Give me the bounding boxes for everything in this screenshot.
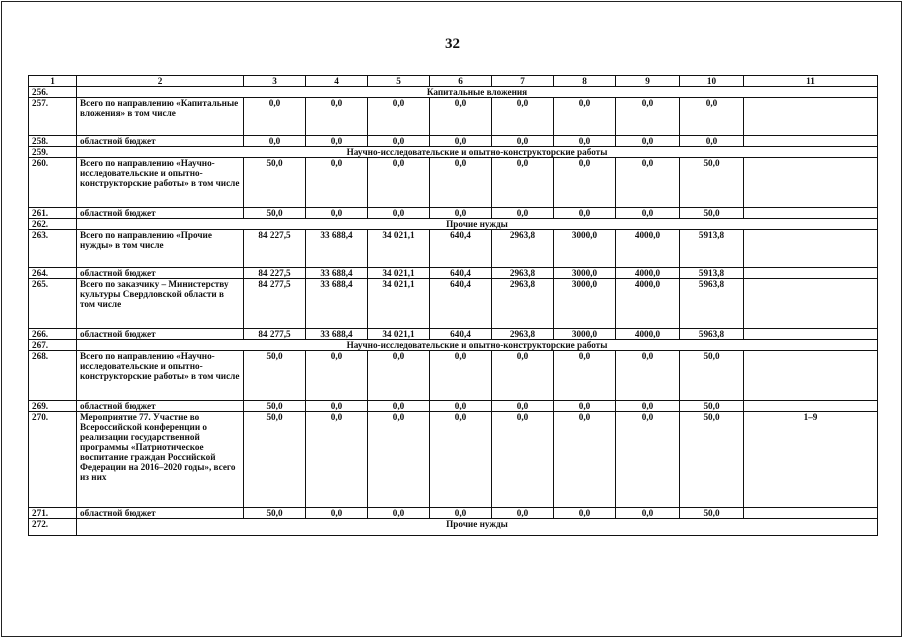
value-cell: 50,0	[680, 412, 744, 508]
value-cell: 4000,0	[616, 279, 680, 329]
value-cell: 3000,0	[554, 279, 616, 329]
value-cell: 4000,0	[616, 230, 680, 268]
value-cell: 0,0	[244, 136, 306, 147]
table-body	[29, 76, 878, 536]
section-row	[29, 147, 878, 158]
row-label: Всего по направлению «Научно-исследовательские и опытно-конструкторские работы» в том числе	[77, 158, 244, 208]
column-header: 8	[554, 76, 616, 87]
value-cell: 0,0	[368, 508, 430, 519]
column-header: 1	[29, 76, 77, 87]
table-row	[29, 230, 878, 268]
row-number: 271.	[29, 508, 77, 519]
value-cell: 34 021,1	[368, 268, 430, 279]
value-cell: 50,0	[244, 208, 306, 219]
page-number: 32	[445, 36, 460, 52]
value-cell: 0,0	[368, 208, 430, 219]
table-row	[29, 351, 878, 401]
section-title: Капитальные вложения	[77, 87, 878, 98]
note-cell	[744, 230, 878, 268]
value-cell: 33 688,4	[306, 268, 368, 279]
row-number: 268.	[29, 351, 77, 401]
row-number: 260.	[29, 158, 77, 208]
value-cell: 0,0	[616, 401, 680, 412]
value-cell: 33 688,4	[306, 329, 368, 340]
row-label: Всего по направлению «Научно-исследовательские и опытно-конструкторские работы» в том числе	[77, 351, 244, 401]
row-number: 267.	[29, 340, 77, 351]
value-cell: 0,0	[368, 401, 430, 412]
value-cell: 4000,0	[616, 329, 680, 340]
header-row	[29, 76, 878, 87]
value-cell: 0,0	[680, 136, 744, 147]
row-number: 264.	[29, 268, 77, 279]
value-cell: 5963,8	[680, 279, 744, 329]
value-cell: 0,0	[368, 412, 430, 508]
column-header: 10	[680, 76, 744, 87]
table-row	[29, 136, 878, 147]
value-cell: 0,0	[430, 401, 492, 412]
value-cell: 50,0	[244, 401, 306, 412]
value-cell: 2963,8	[492, 230, 554, 268]
table-row	[29, 158, 878, 208]
table-row	[29, 401, 878, 412]
row-label: областной бюджет	[77, 268, 244, 279]
value-cell: 2963,8	[492, 329, 554, 340]
value-cell: 0,0	[492, 412, 554, 508]
value-cell: 84 227,5	[244, 230, 306, 268]
value-cell: 0,0	[430, 158, 492, 208]
value-cell: 0,0	[430, 508, 492, 519]
section-row	[29, 519, 878, 536]
row-label: областной бюджет	[77, 329, 244, 340]
value-cell: 3000,0	[554, 268, 616, 279]
value-cell: 0,0	[492, 158, 554, 208]
row-number: 261.	[29, 208, 77, 219]
note-cell	[744, 401, 878, 412]
value-cell: 0,0	[554, 401, 616, 412]
value-cell: 50,0	[244, 412, 306, 508]
row-number: 266.	[29, 329, 77, 340]
value-cell: 33 688,4	[306, 279, 368, 329]
value-cell: 0,0	[554, 158, 616, 208]
value-cell: 84 277,5	[244, 329, 306, 340]
row-number: 270.	[29, 412, 77, 508]
value-cell: 50,0	[680, 401, 744, 412]
row-label: областной бюджет	[77, 508, 244, 519]
value-cell: 33 688,4	[306, 230, 368, 268]
value-cell: 84 277,5	[244, 279, 306, 329]
row-number: 257.	[29, 98, 77, 136]
row-label: областной бюджет	[77, 401, 244, 412]
value-cell: 3000,0	[554, 329, 616, 340]
value-cell: 50,0	[680, 351, 744, 401]
note-cell	[744, 351, 878, 401]
value-cell: 0,0	[492, 98, 554, 136]
value-cell: 50,0	[680, 508, 744, 519]
value-cell: 0,0	[430, 208, 492, 219]
value-cell: 5913,8	[680, 230, 744, 268]
column-header: 11	[744, 76, 878, 87]
value-cell: 34 021,1	[368, 230, 430, 268]
value-cell: 0,0	[492, 136, 554, 147]
section-row	[29, 87, 878, 98]
value-cell: 640,4	[430, 279, 492, 329]
value-cell: 640,4	[430, 230, 492, 268]
value-cell: 0,0	[616, 351, 680, 401]
value-cell: 0,0	[554, 412, 616, 508]
value-cell: 0,0	[306, 136, 368, 147]
row-label: областной бюджет	[77, 208, 244, 219]
table-row	[29, 412, 878, 508]
row-number: 258.	[29, 136, 77, 147]
column-header: 2	[77, 76, 244, 87]
value-cell: 0,0	[368, 351, 430, 401]
row-label: Всего по направлению «Капитальные вложения» в том числе	[77, 98, 244, 136]
value-cell: 0,0	[492, 401, 554, 412]
row-label: Мероприятие 77. Участие во Всероссийской конференции о реализации государственной программы «Патриотическое воспитание граждан Российской Федерации на 2016–2020 годы», всего из них	[77, 412, 244, 508]
value-cell: 0,0	[616, 136, 680, 147]
row-number: 269.	[29, 401, 77, 412]
value-cell: 0,0	[430, 412, 492, 508]
note-cell	[744, 329, 878, 340]
value-cell: 0,0	[306, 351, 368, 401]
column-header: 6	[430, 76, 492, 87]
value-cell: 0,0	[368, 158, 430, 208]
value-cell: 0,0	[306, 158, 368, 208]
column-header: 7	[492, 76, 554, 87]
value-cell: 3000,0	[554, 230, 616, 268]
value-cell: 0,0	[616, 412, 680, 508]
value-cell: 5913,8	[680, 268, 744, 279]
value-cell: 0,0	[430, 351, 492, 401]
table-row	[29, 508, 878, 519]
value-cell: 84 227,5	[244, 268, 306, 279]
column-header: 3	[244, 76, 306, 87]
value-cell: 5963,8	[680, 329, 744, 340]
section-row	[29, 219, 878, 230]
row-number: 259.	[29, 147, 77, 158]
value-cell: 50,0	[244, 158, 306, 208]
value-cell: 0,0	[430, 136, 492, 147]
value-cell: 0,0	[368, 136, 430, 147]
row-number: 262.	[29, 219, 77, 230]
section-title: Научно-исследовательские и опытно-конструкторские работы	[77, 147, 878, 158]
value-cell: 34 021,1	[368, 279, 430, 329]
value-cell: 0,0	[492, 508, 554, 519]
value-cell: 0,0	[554, 351, 616, 401]
value-cell: 0,0	[616, 98, 680, 136]
column-header: 5	[368, 76, 430, 87]
value-cell: 50,0	[680, 158, 744, 208]
value-cell: 4000,0	[616, 268, 680, 279]
row-label: Всего по заказчику – Министерству культуры Свердловской области в том числе	[77, 279, 244, 329]
section-title: Прочие нужды	[77, 219, 878, 230]
value-cell: 0,0	[492, 351, 554, 401]
value-cell: 2963,8	[492, 279, 554, 329]
value-cell: 2963,8	[492, 268, 554, 279]
value-cell: 50,0	[244, 508, 306, 519]
value-cell: 0,0	[306, 98, 368, 136]
row-label: областной бюджет	[77, 136, 244, 147]
value-cell: 0,0	[306, 208, 368, 219]
note-cell	[744, 279, 878, 329]
note-cell: 1–9	[744, 412, 878, 508]
value-cell: 0,0	[306, 508, 368, 519]
value-cell: 0,0	[680, 98, 744, 136]
row-number: 256.	[29, 87, 77, 98]
row-number: 263.	[29, 230, 77, 268]
value-cell: 34 021,1	[368, 329, 430, 340]
row-label: Всего по направлению «Прочие нужды» в том числе	[77, 230, 244, 268]
value-cell: 0,0	[554, 136, 616, 147]
value-cell: 0,0	[554, 508, 616, 519]
value-cell: 0,0	[616, 508, 680, 519]
table-row	[29, 98, 878, 136]
value-cell: 0,0	[616, 158, 680, 208]
value-cell: 50,0	[244, 351, 306, 401]
table-row	[29, 268, 878, 279]
value-cell: 640,4	[430, 268, 492, 279]
value-cell: 0,0	[244, 98, 306, 136]
note-cell	[744, 208, 878, 219]
section-title: Прочие нужды	[77, 519, 878, 536]
value-cell: 0,0	[492, 208, 554, 219]
section-row	[29, 340, 878, 351]
column-header: 9	[616, 76, 680, 87]
note-cell	[744, 136, 878, 147]
table-row	[29, 329, 878, 340]
value-cell: 0,0	[430, 98, 492, 136]
row-number: 265.	[29, 279, 77, 329]
note-cell	[744, 508, 878, 519]
value-cell: 0,0	[306, 401, 368, 412]
note-cell	[744, 98, 878, 136]
column-header: 4	[306, 76, 368, 87]
section-title: Научно-исследовательские и опытно-конструкторские работы	[77, 340, 878, 351]
value-cell: 0,0	[616, 208, 680, 219]
table-row	[29, 208, 878, 219]
budget-table	[28, 75, 878, 536]
value-cell: 0,0	[554, 98, 616, 136]
row-number: 272.	[29, 519, 77, 536]
table-row	[29, 279, 878, 329]
note-cell	[744, 268, 878, 279]
value-cell: 0,0	[554, 208, 616, 219]
value-cell: 50,0	[680, 208, 744, 219]
value-cell: 0,0	[306, 412, 368, 508]
value-cell: 640,4	[430, 329, 492, 340]
note-cell	[744, 158, 878, 208]
value-cell: 0,0	[368, 98, 430, 136]
